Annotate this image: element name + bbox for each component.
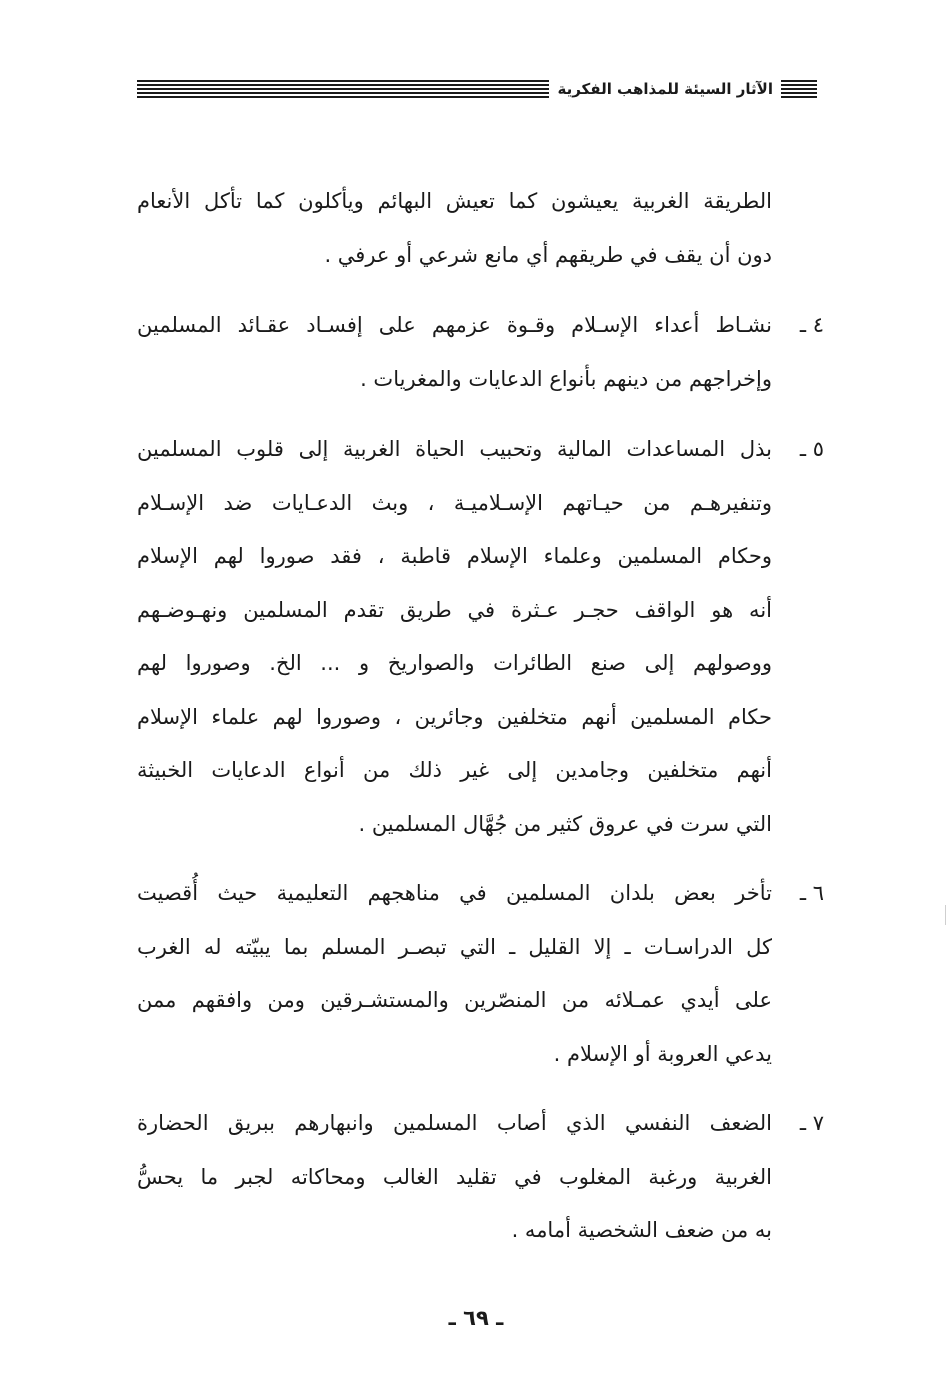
item-line: تأخر بعض بلدان المسلمين في مناهجهم التعليمية حيث أُقصيت — [137, 881, 772, 905]
item-line: وتنفيرهـم من حيـاتهم الإسـلاميـة ، وبث الدعـايات ضد الإسـلام — [137, 491, 772, 515]
margin-mark — [945, 905, 946, 925]
item-line: وإخراجهم من دينهم بأنواع الدعايات والمغريات . — [360, 367, 772, 391]
item-line: يدعي العروبة أو الإسلام . — [553, 1042, 772, 1066]
item-number: ٥ ـ — [799, 437, 824, 461]
item-line: بذل المساعدات المالية وتحبيب الحياة الغربية إلى قلوب المسلمين — [137, 437, 772, 461]
item-line: الغربية ورغبة المغلوب في تقليد الغالب ومحاكاته لجبر ما يحسُّ — [137, 1165, 772, 1189]
item-line: أنهم متخلفين وجامدين إلى غير ذلك من أنواع الدعايات الخبيثة — [137, 758, 772, 782]
item-line: به من ضعف الشخصية أمامه . — [511, 1218, 772, 1242]
item-line: وحكام المسلمين وعلماء الإسلام قاطبة ، فقد صوروا لهم الإسلام — [137, 544, 772, 568]
header-title: الآثار السيئة للمذاهب الفكرية — [557, 80, 773, 98]
item-line: أنه هو الواقف حجـر عـثرة في طريق تقدم المسلمين ونهـوضـهم — [137, 598, 772, 622]
page-number: ـ ٦٩ ـ — [448, 1306, 504, 1330]
item-number: ٧ ـ — [799, 1111, 824, 1135]
item-number: ٦ ـ — [799, 881, 824, 905]
item-line: كل الدراسـات ـ إلا القليل ـ التي تبصـر المسلم بما يبيّته له الغرب — [137, 935, 772, 959]
item-line: على أيدي عمـلائه من المنصّرين والمستشـرقين ومن وافقهم ممن — [137, 988, 772, 1012]
intro-line: الطريقة الغربية يعيشون كما تعيش البهائم ويأكلون كما تأكل الأنعام — [137, 189, 772, 213]
item-line: حكام المسلمين أنهم متخلفين وجائرين ، وصوروا لهم علماء الإسلام — [137, 705, 772, 729]
item-line: نشـاط أعداء الإسـلام وقـوة عزمهم على إفسـاد عقـائد المسلمين — [137, 313, 772, 337]
item-number: ٤ ـ — [799, 313, 824, 337]
item-line: ووصولهم إلى صنع الطائرات والصواريخ و ... الخ. وصوروا لهم — [137, 651, 772, 675]
item-line: الضعف النفسي الذي أصاب المسلمين وانبهارهم ببريق الحضارة — [137, 1111, 772, 1135]
intro-line: دون أن يقف في طريقهم أي مانع شرعي أو عرفي . — [324, 243, 772, 267]
item-line: التي سرت في عروق كثير من جُهَّال المسلمين . — [358, 812, 772, 836]
